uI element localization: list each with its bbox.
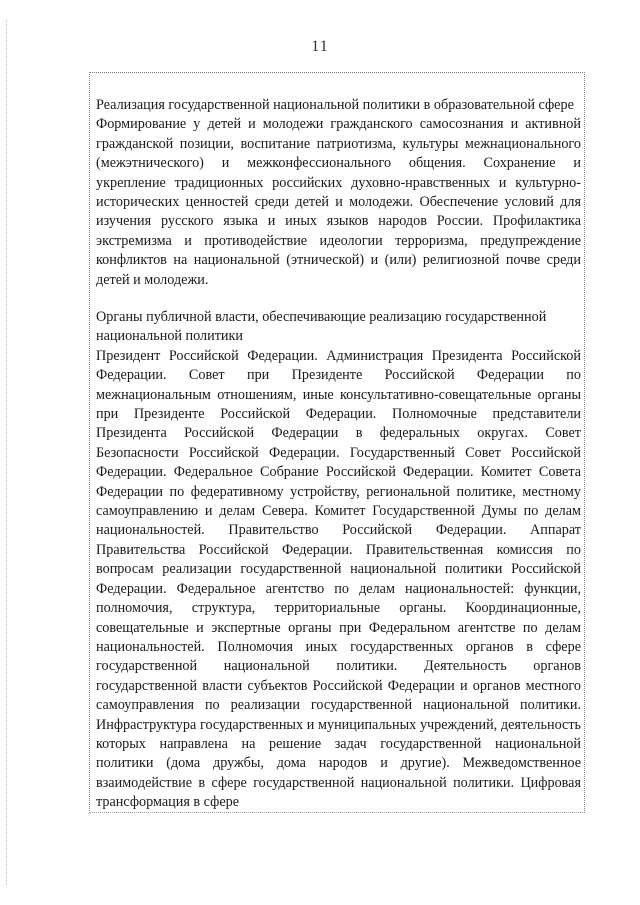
section-body: Формирование у детей и молодежи гражданского самосознания и активной гражданской позиции, воспитание патриотизма, культуры межнационального (межэтнического) и межконфессионального общения. Сохранение и укрепление традиционных российских духовно-нравственных и культурно-исторических ценностей среди детей и молодежи. Обеспечение условий для изучения русского языка и иных языков народов России. Профилактика экстремизма и противодействие идеологии терроризма, предупреждение конфликтов на национальной (этнической) и (или) религиозной почве среди детей и молодежи. <box>96 116 581 288</box>
section-heading: Реализация государственной национальной политики в образовательной сфере <box>96 97 574 113</box>
table-cell-authorities <box>96 308 581 813</box>
scan-edge-mark <box>6 20 8 885</box>
table-cell-education <box>96 96 581 290</box>
page-number: 11 <box>311 38 329 55</box>
section-body: Президент Российской Федерации. Администрация Президента Российской Федерации. Совет при Президенте Российской Федерации по межнациональным отношениям, иные консультативно-совещательные органы при Президенте Российской Федерации. Полномочные представители Президента Российской Федерации в федеральных округах. Совет Безопасности Российской Федерации. Государственный Совет Российской Федерации. Федеральное Собрание Российской Федерации. Комитет Совета Федерации по федеративному устройству, региональной политике, местному самоуправлению и делам Севера. Комитет Государственной Думы по делам национальностей. Правительство Российской Федерации. Аппарат Правительства Российской Федерации. Правительственная комиссия по вопросам реализации государственной национальной политики Российской Федерации. Федеральное агентство по делам национальностей: функции, полномочия, структура, территориальные органы. Координационные, совещательные и экспертные органы при Федеральном агентстве по делам национальностей. Полномочия иных государственных органов в сфере государственной национальной политики. Деятельность органов государственной власти субъектов Российской Федерации и органов местного самоуправления по реализации государственной национальной политики. Инфраструктура государственных и муниципальных учреждений, деятельность которых направлена на решение задач государственной национальной политики (дома дружбы, дома народов и другие). Межведомственное взаимодействие в сфере государственной национальной политики. Цифровая трансформация в сфере <box>96 347 581 811</box>
section-heading: Органы публичной власти, обеспечивающие реализацию государственной национальной политики <box>96 309 547 345</box>
